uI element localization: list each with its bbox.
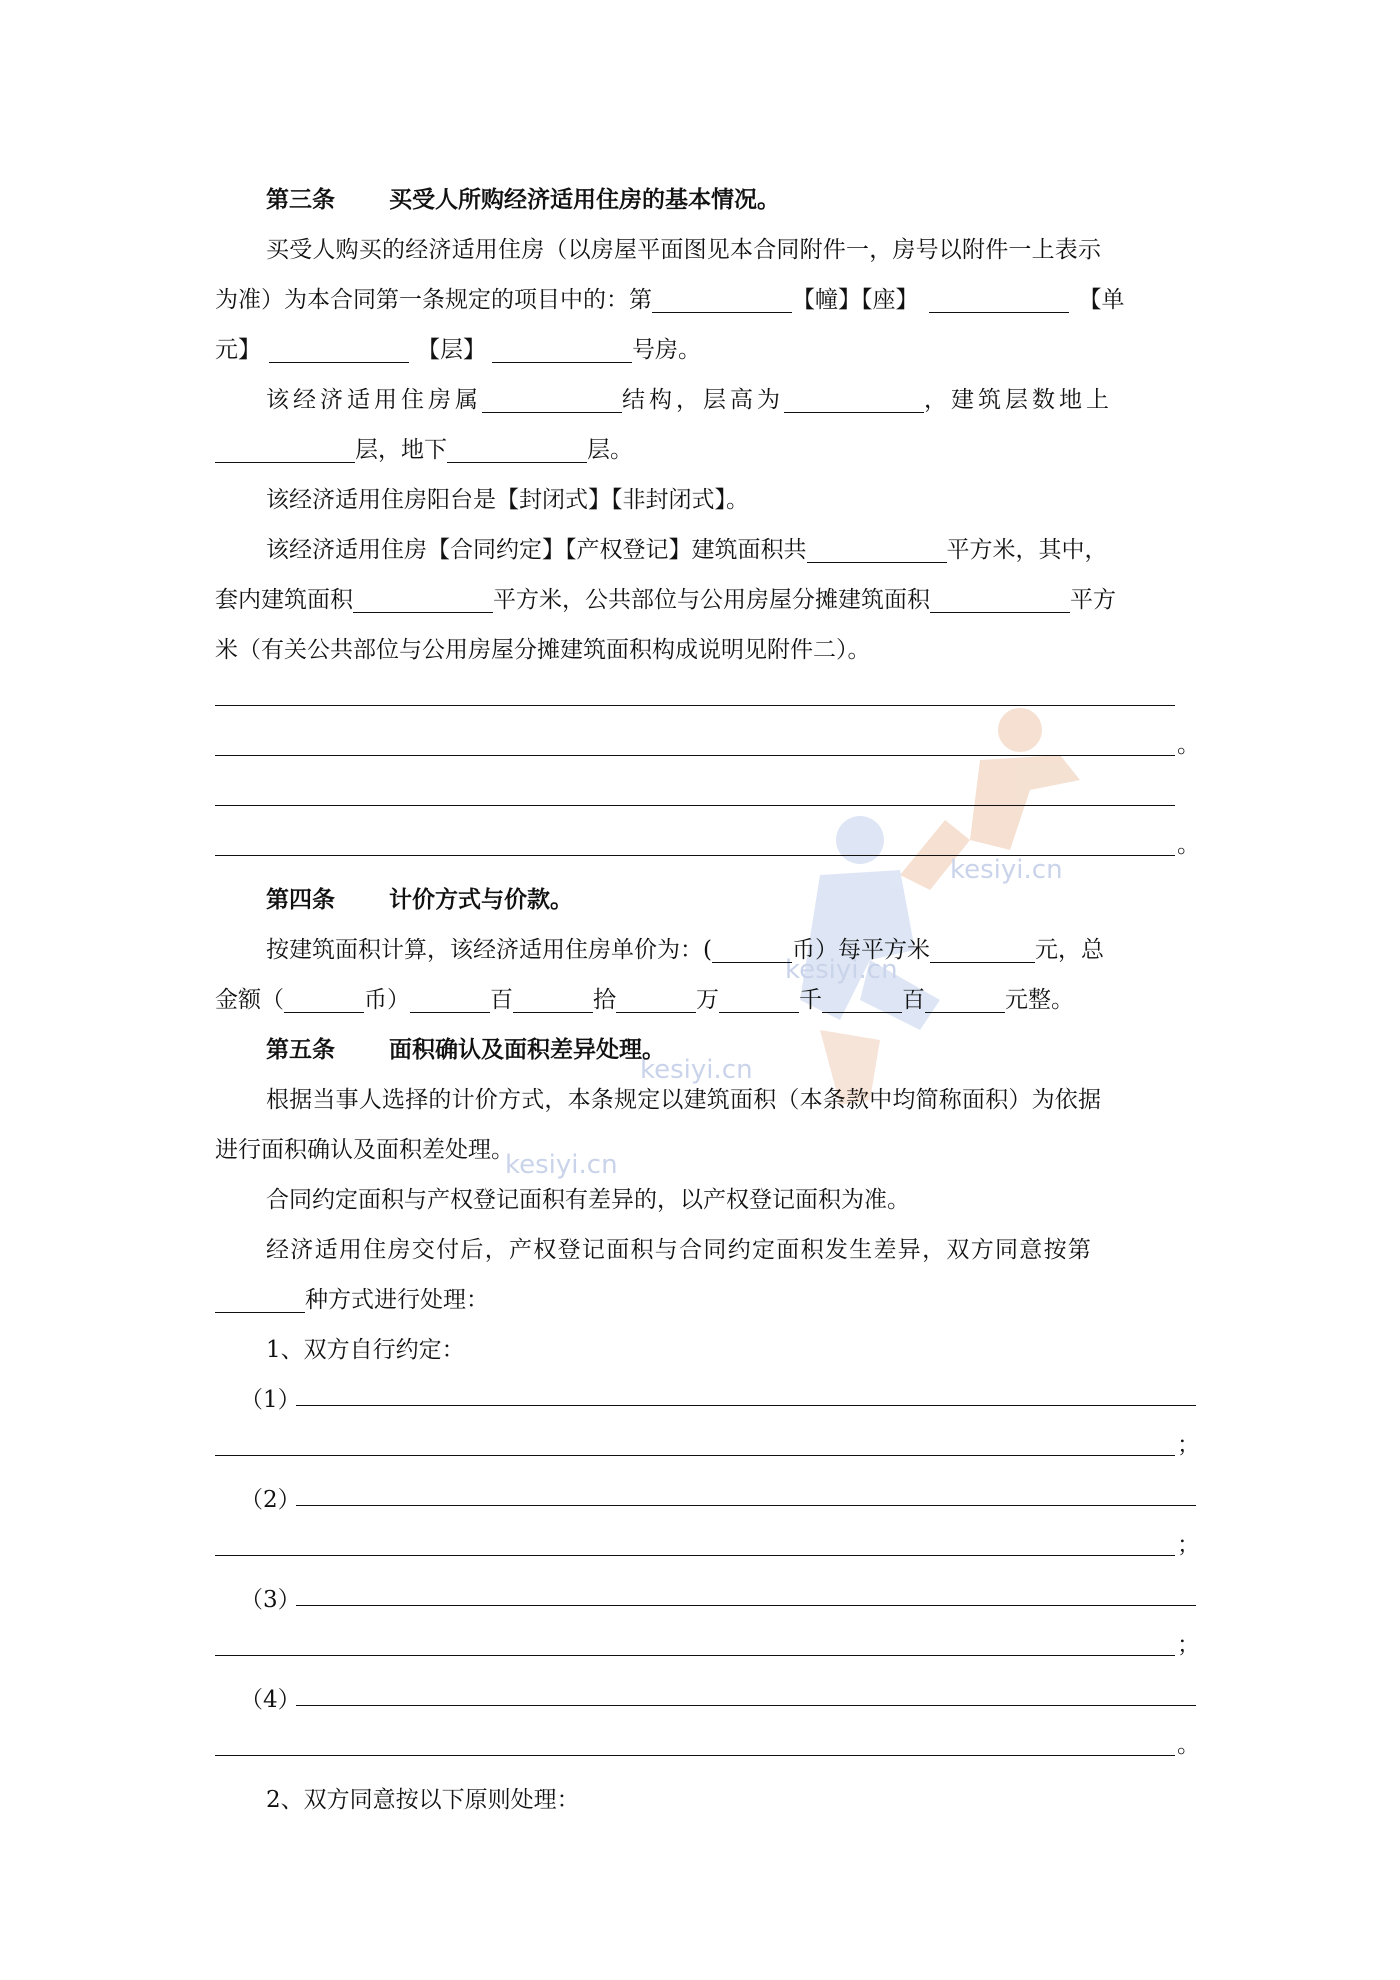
art4-text-b8: 元整。 xyxy=(1005,987,1074,1013)
art5-para3-text-b: 种方式进行处理： xyxy=(305,1287,489,1313)
art3-para2-line2 xyxy=(215,430,633,470)
art3-para4-text-c: 米（有关公共部位与公用房屋分摊建筑面积构成说明见附件二）。 xyxy=(215,637,871,663)
art5-para3-line2 xyxy=(215,1280,489,1320)
article-3-heading xyxy=(266,180,780,220)
art3-para4-text-a2: 平方米，其中， xyxy=(946,537,1108,563)
art4-text-b7: 百 xyxy=(902,987,925,1013)
blank-amount-million-hundreds[interactable] xyxy=(410,986,490,1013)
art3-para3 xyxy=(266,480,749,520)
art3-para1-text-b3: 【单 xyxy=(1078,287,1125,313)
item-4-line-2[interactable] xyxy=(215,1755,1175,1756)
item-4-end: 。 xyxy=(1177,1732,1200,1758)
art4-para1-line2 xyxy=(215,980,1074,1020)
art3-para4-text-a1: 该经济适用住房【合同约定】【产权登记】建筑面积共 xyxy=(266,537,807,563)
blank-building-no[interactable] xyxy=(652,286,792,313)
blank-amount-ten-thousands[interactable] xyxy=(616,986,696,1013)
article-4-title: 计价方式与价款。 xyxy=(389,887,573,913)
article-3-number: 第三条 xyxy=(266,187,335,213)
article-5-number: 第五条 xyxy=(266,1037,335,1063)
item-3-line-2[interactable] xyxy=(215,1655,1175,1656)
item-4-label: （4） xyxy=(240,1687,301,1713)
art3-fill-line-1[interactable] xyxy=(215,705,1175,706)
watermark-runner-figure xyxy=(780,700,1100,1120)
blank-method-no[interactable] xyxy=(215,1286,305,1313)
art5-option-1-text: 1、双方自行约定： xyxy=(266,1337,465,1363)
watermark-text-4: kesiyi.cn xyxy=(505,1150,618,1180)
item-2-end: ； xyxy=(1177,1532,1200,1558)
blank-floor[interactable] xyxy=(492,336,632,363)
art4-text-b3: 百 xyxy=(490,987,513,1013)
art3-para2-text-b2: 层。 xyxy=(587,437,633,463)
item-1-end: ； xyxy=(1177,1432,1200,1458)
art3-para4-line3 xyxy=(215,630,871,670)
blank-total-currency[interactable] xyxy=(284,986,364,1013)
art3-para1-text-a: 买受人购买的经济适用住房（以房屋平面图见本合同附件一，房号以附件一上表示 xyxy=(266,237,1102,263)
art3-para4-line1 xyxy=(266,530,1108,570)
article-5-title: 面积确认及面积差异处理。 xyxy=(389,1037,665,1063)
art3-fill-end-2: 。 xyxy=(1177,832,1200,858)
item-3-end: ； xyxy=(1177,1632,1200,1658)
art3-para1-line3 xyxy=(215,330,701,370)
item-2-label: （2） xyxy=(240,1487,301,1513)
blank-unit-no[interactable] xyxy=(929,286,1069,313)
article-4-heading xyxy=(266,880,573,920)
item-4-line-1[interactable] xyxy=(296,1705,1196,1706)
blank-shared-area[interactable] xyxy=(930,586,1070,613)
art3-para2-text-a2: 结构，层高为 xyxy=(622,387,784,413)
art4-text-a3: 元，总 xyxy=(1034,937,1104,963)
art3-para4-line2 xyxy=(215,580,1116,620)
blank-floors-above[interactable] xyxy=(215,436,355,463)
art5-para3-text-a: 经济适用住房交付后，产权登记面积与合同约定面积发生差异，双方同意按第 xyxy=(266,1237,1093,1263)
art4-text-b4: 拾 xyxy=(593,987,616,1013)
art4-text-a2: 币）每平方米 xyxy=(791,937,930,963)
item-3-label: （3） xyxy=(240,1587,301,1613)
art3-fill-line-3[interactable] xyxy=(215,805,1175,806)
art3-para2-line1 xyxy=(266,380,1113,420)
art5-para1-line1 xyxy=(266,1080,1101,1120)
item-2-line-2[interactable] xyxy=(215,1555,1175,1556)
watermark-text-3: kesiyi.cn xyxy=(640,1055,753,1085)
item-1-line-2[interactable] xyxy=(215,1455,1175,1456)
art3-para1-text-b2: 【幢】【座】 xyxy=(792,287,919,313)
blank-unit-price-currency[interactable] xyxy=(712,936,792,963)
art5-para1-line2 xyxy=(215,1130,514,1170)
art3-para4-text-b1: 套内建筑面积 xyxy=(215,587,353,613)
blank-structure[interactable] xyxy=(482,386,622,413)
watermark-text-2: kesiyi.cn xyxy=(785,955,898,985)
blank-floor-height[interactable] xyxy=(784,386,924,413)
art4-text-b1: 金额（ xyxy=(215,987,284,1013)
art3-fill-end-1: 。 xyxy=(1177,732,1200,758)
article-3-title: 买受人所购经济适用住房的基本情况。 xyxy=(389,187,780,213)
art5-para2-text: 合同约定面积与产权登记面积有差异的，以产权登记面积为准。 xyxy=(266,1187,910,1213)
art4-text-b5: 万 xyxy=(696,987,719,1013)
article-4-number: 第四条 xyxy=(266,887,335,913)
blank-inner-area[interactable] xyxy=(353,586,493,613)
blank-amount-million-tens[interactable] xyxy=(513,986,593,1013)
art3-para1-text-b1: 为准）为本合同第一条规定的项目中的：第 xyxy=(215,287,652,313)
blank-total-area[interactable] xyxy=(807,536,947,563)
art3-para1-line2 xyxy=(215,280,1125,320)
art4-text-a1: 按建筑面积计算，该经济适用住房单价为：( xyxy=(266,937,712,963)
art3-para2-text-a1: 该经济适用住房属 xyxy=(266,387,482,413)
blank-unit-price[interactable] xyxy=(930,936,1035,963)
art5-para3-line1 xyxy=(266,1230,1092,1270)
art5-option-1 xyxy=(266,1330,465,1370)
blank-amount-thousands[interactable] xyxy=(719,986,799,1013)
art4-para1-line1 xyxy=(266,930,1104,970)
item-1-line-1[interactable] xyxy=(296,1405,1196,1406)
item-2-line-1[interactable] xyxy=(296,1505,1196,1506)
article-5-heading xyxy=(266,1030,665,1070)
blank-amount-yuan[interactable] xyxy=(925,986,1005,1013)
blank-floors-below[interactable] xyxy=(447,436,587,463)
watermark-text-1: kesiyi.cn xyxy=(950,855,1063,885)
art3-para4-text-b3: 平方 xyxy=(1070,587,1116,613)
art3-fill-line-2[interactable] xyxy=(215,755,1175,756)
art3-para4-text-b2: 平方米，公共部位与公用房屋分摊建筑面积 xyxy=(493,587,930,613)
art3-para1-line1 xyxy=(266,230,1101,270)
art3-para2-text-a3: ，建筑层数地上 xyxy=(924,387,1113,413)
art3-para1-text-c2: 【层】 xyxy=(417,337,486,363)
art5-para1-text-b: 进行面积确认及面积差处理。 xyxy=(215,1137,514,1163)
art3-para1-text-c1: 元】 xyxy=(215,337,261,363)
art3-para3-text: 该经济适用住房阳台是【封闭式】【非封闭式】。 xyxy=(266,487,749,513)
art5-para2 xyxy=(266,1180,910,1220)
art3-fill-line-4[interactable] xyxy=(215,855,1175,856)
item-3-line-1[interactable] xyxy=(296,1605,1196,1606)
item-1-label: （1） xyxy=(240,1387,301,1413)
art5-para1-text-a: 根据当事人选择的计价方式，本条规定以建筑面积（本条款中均简称面积）为依据 xyxy=(266,1087,1102,1113)
art4-text-b6: 千 xyxy=(799,987,822,1013)
art5-option-2-text: 2、双方同意按以下原则处理： xyxy=(266,1787,580,1813)
art4-text-b2: 币） xyxy=(364,987,410,1013)
blank-unit[interactable] xyxy=(269,336,409,363)
art3-para2-text-b1: 层，地下 xyxy=(355,437,447,463)
art3-para1-text-c3: 号房。 xyxy=(632,337,701,363)
blank-amount-hundreds[interactable] xyxy=(822,986,902,1013)
art5-option-2 xyxy=(266,1780,580,1820)
